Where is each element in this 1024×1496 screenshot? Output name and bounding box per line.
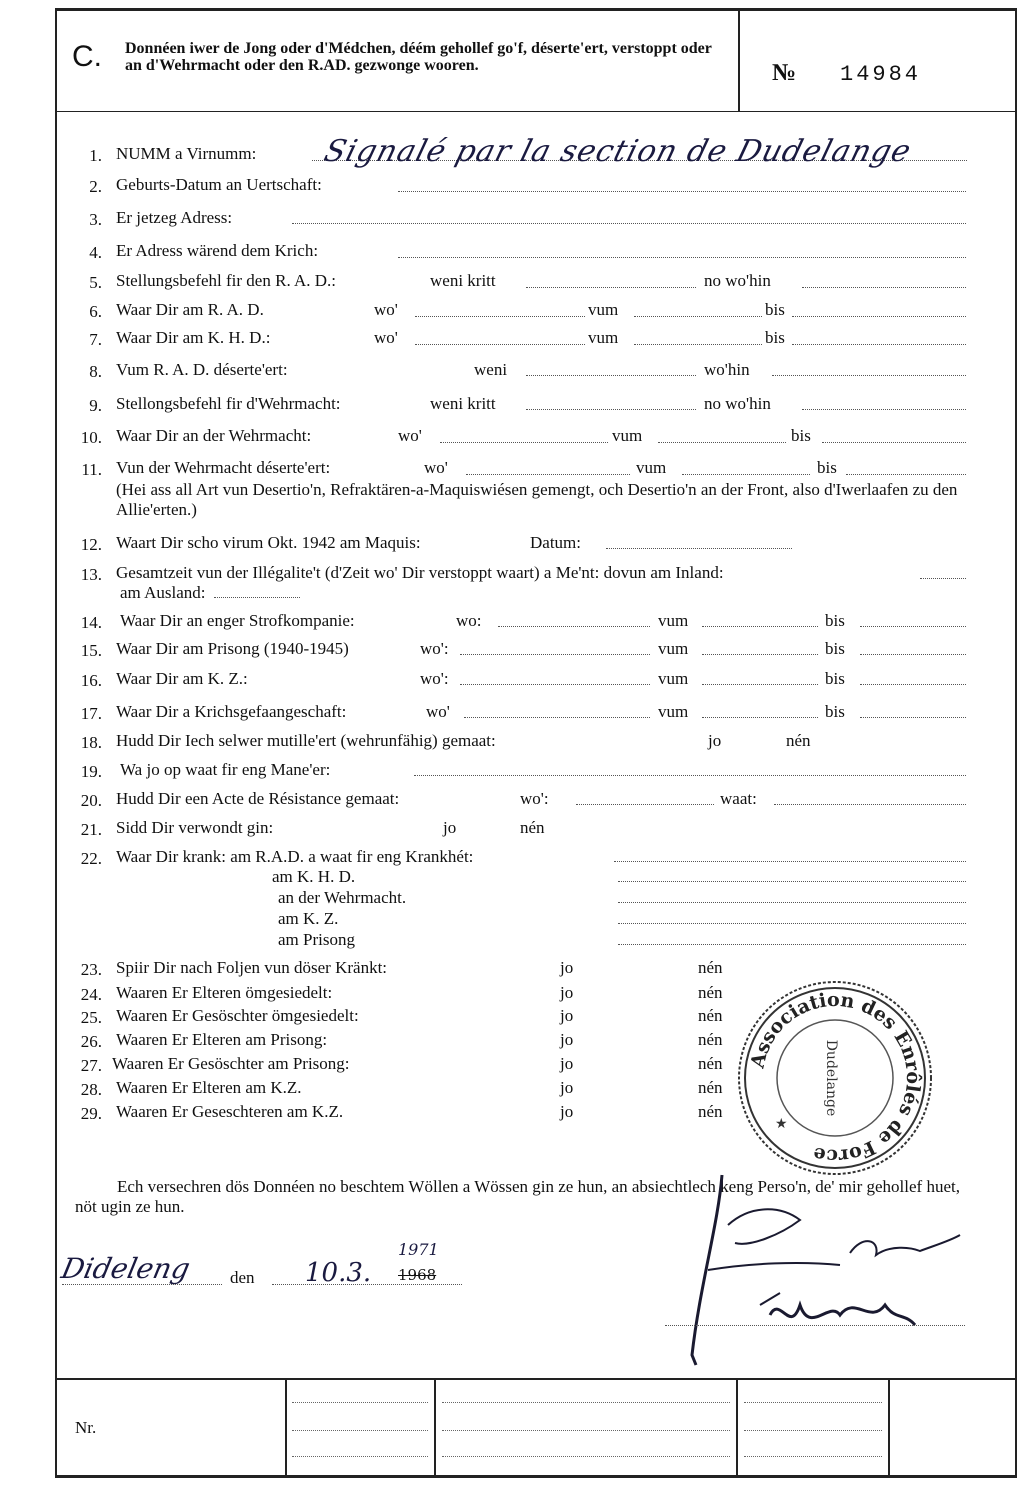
answer-line[interactable]: [860, 654, 966, 655]
option-yes[interactable]: jo: [560, 1102, 574, 1121]
row-label: Waaren Er Gesöschter ömgesiedelt:: [116, 1006, 359, 1025]
option-yes[interactable]: jo: [560, 1030, 574, 1049]
row-number: 2.: [89, 177, 102, 196]
field-label: no wo'hin: [704, 271, 771, 290]
row-number: 13.: [80, 565, 102, 584]
answer-line[interactable]: [772, 375, 966, 376]
option-no[interactable]: nén: [520, 818, 545, 837]
field-label: vum: [658, 611, 689, 630]
handwritten-name: Signalé par la section de Dudelange: [320, 134, 916, 169]
row-label: Stellongsbefehl fir d'Wehrmacht:: [116, 394, 341, 413]
row-number: 16.: [80, 671, 102, 690]
seal-inner-text: Dudelange: [823, 1039, 839, 1117]
field-label: wo': [426, 702, 450, 721]
option-yes[interactable]: jo: [560, 983, 574, 1002]
answer-line[interactable]: [702, 626, 818, 627]
answer-line[interactable]: [526, 375, 696, 376]
form-number: 14984: [840, 62, 922, 87]
answer-line[interactable]: [702, 654, 818, 655]
row-number: 7.: [89, 330, 102, 349]
answer-line[interactable]: [618, 881, 966, 882]
option-yes[interactable]: jo: [560, 1054, 574, 1073]
answer-line[interactable]: [702, 684, 818, 685]
desertion-note: (Hei ass all Art vun Desertio'n, Refraktären-a-Maquiswiésen gemengt, och Desertio'n an der Front, also d'Iwerlaafen zu den Allie'erten.): [116, 480, 958, 519]
footer-column-divider: [888, 1380, 890, 1476]
footer-column-divider: [736, 1380, 738, 1476]
row-number: 1.: [89, 146, 102, 165]
footer-column-divider: [285, 1380, 287, 1476]
answer-line[interactable]: [774, 804, 966, 805]
row-number: 15.: [80, 641, 102, 660]
answer-line[interactable]: [792, 344, 966, 345]
form-title: Donnéen iwer de Jong oder d'Médchen, déém gehollef go'f, déserte'ert, verstoppt oder an d'Wehrmacht oder den R.AD. gezwonge wooren.: [125, 40, 712, 74]
header-divider: [738, 10, 740, 112]
option-yes[interactable]: jo: [560, 1078, 574, 1097]
row-label: Waar Dir am R. A. D.: [116, 300, 264, 319]
option-yes[interactable]: jo: [560, 1006, 574, 1025]
answer-line[interactable]: [440, 442, 608, 443]
handwritten-place: Dideleng: [58, 1252, 193, 1285]
row-label: Vun der Wehrmacht déserte'ert:: [116, 458, 331, 477]
answer-line[interactable]: [415, 316, 585, 317]
row-number: 19.: [80, 762, 102, 781]
field-label: bis: [825, 669, 845, 688]
footer-cell[interactable]: [292, 1456, 428, 1457]
answer-line[interactable]: [614, 861, 966, 862]
option-yes[interactable]: jo: [443, 818, 457, 837]
answer-line[interactable]: [802, 409, 966, 410]
answer-line[interactable]: [634, 344, 762, 345]
answer-line[interactable]: [860, 717, 966, 718]
row-label: Stellungsbefehl fir den R. A. D.:: [116, 271, 337, 290]
option-no[interactable]: nén: [698, 1030, 723, 1049]
answer-line[interactable]: [618, 923, 966, 924]
row-number: 21.: [80, 820, 102, 839]
row-number: 10.: [80, 428, 102, 447]
place-line[interactable]: [62, 1284, 222, 1285]
row-label: Waaren Er Elteren am Prisong:: [116, 1030, 328, 1049]
answer-line[interactable]: [464, 717, 650, 718]
row-number: 6.: [89, 302, 102, 321]
row-label: Waaren Er Geseschteren am K.Z.: [116, 1102, 344, 1121]
row-label: Waar Dir am K. H. D.:: [116, 328, 271, 347]
answer-line[interactable]: [526, 287, 696, 288]
footer-rule: [55, 1378, 1017, 1380]
footer-cell[interactable]: [744, 1456, 882, 1457]
row-number: 24.: [80, 985, 102, 1004]
row-number: 3.: [89, 210, 102, 229]
row-number: 20.: [80, 791, 102, 810]
field-label: wo': [424, 458, 448, 477]
row-label: Waaren Er Gesöschter am Prisong:: [112, 1054, 350, 1073]
answer-line[interactable]: [634, 316, 762, 317]
field-label: vum: [588, 300, 619, 319]
row-label: Waar Dir am Prisong (1940-1945): [116, 639, 349, 658]
answer-line[interactable]: [415, 344, 585, 345]
field-label: wo':: [420, 669, 449, 688]
answer-line[interactable]: [846, 474, 966, 475]
row-label: Waar Dir a Krichsgefaangeschaft:: [116, 702, 347, 721]
row-number: 28.: [80, 1080, 102, 1099]
row-number: 4.: [89, 243, 102, 262]
row-label: Er Adress wärend dem Krich:: [116, 241, 319, 260]
option-yes[interactable]: jo: [708, 731, 722, 750]
row-sublabel: am K. Z.: [278, 909, 339, 928]
footer-cell[interactable]: [442, 1402, 730, 1403]
field-label: vum: [588, 328, 619, 347]
row-sublabel: am Ausland:: [120, 583, 206, 602]
row-label: Waart Dir scho virum Okt. 1942 am Maquis:: [116, 533, 421, 552]
answer-line[interactable]: [466, 474, 630, 475]
row-number: 14.: [80, 613, 102, 632]
answer-line[interactable]: [860, 626, 966, 627]
row-number: 23.: [80, 960, 102, 979]
option-yes[interactable]: jo: [560, 958, 574, 977]
footer-cell[interactable]: [292, 1430, 428, 1431]
field-label: Datum:: [530, 533, 581, 552]
answer-line[interactable]: [576, 804, 714, 805]
footer-column-divider: [434, 1380, 436, 1476]
footer-cell[interactable]: [442, 1456, 730, 1457]
row-label: Waar Dir an der Wehrmacht:: [116, 426, 312, 445]
row-sublabel: an der Wehrmacht.: [278, 888, 407, 907]
answer-line[interactable]: [460, 654, 650, 655]
answer-line[interactable]: [292, 223, 966, 224]
row-label: Waar Dir an enger Strofkompanie:: [120, 611, 355, 630]
row-number: 25.: [80, 1008, 102, 1027]
answer-line[interactable]: [214, 597, 300, 598]
row-number: 12.: [80, 535, 102, 554]
field-label: wo': [374, 300, 398, 319]
field-label: wo'hin: [704, 360, 750, 379]
answer-line[interactable]: [682, 474, 810, 475]
row-number: 11.: [81, 460, 102, 479]
answer-line[interactable]: [606, 548, 792, 549]
field-label: wo:: [456, 611, 482, 630]
row-number: 8.: [89, 362, 102, 381]
field-label: weni: [474, 360, 508, 379]
row-label: Wa jo op waat fir eng Mane'er:: [120, 760, 331, 779]
field-label: bis: [765, 300, 785, 319]
answer-line[interactable]: [860, 684, 966, 685]
row-number: 5.: [89, 273, 102, 292]
row-label: Sidd Dir verwondt gin:: [116, 818, 274, 837]
field-label: waat:: [720, 789, 757, 808]
handwritten-date: 10.3.: [305, 1258, 372, 1288]
answer-line[interactable]: [498, 626, 650, 627]
row-label: Er jetzeg Adress:: [116, 208, 233, 227]
footer-cell[interactable]: [442, 1430, 730, 1431]
option-no[interactable]: nén: [698, 958, 723, 977]
option-no[interactable]: nén: [786, 731, 811, 750]
field-label: weni kritt: [430, 271, 496, 290]
footer-cell[interactable]: [292, 1402, 428, 1403]
answer-line[interactable]: [822, 442, 966, 443]
row-sublabel: am Prisong: [278, 930, 355, 949]
row-label: Hudd Dir een Acte de Résistance gemaat:: [116, 789, 400, 808]
nr-label: Nr.: [75, 1418, 97, 1437]
field-label: wo':: [420, 639, 449, 658]
field-label: bis: [817, 458, 837, 477]
answer-line[interactable]: [414, 775, 966, 776]
answer-line[interactable]: [460, 684, 650, 685]
field-label: vum: [658, 702, 689, 721]
answer-line[interactable]: [702, 717, 818, 718]
signature-line[interactable]: [665, 1325, 965, 1326]
field-label: vum: [658, 639, 689, 658]
row-number: 18.: [80, 733, 102, 752]
field-label: vum: [658, 669, 689, 688]
number-symbol: №: [772, 60, 797, 86]
footer-cell[interactable]: [744, 1402, 882, 1403]
field-label: bis: [825, 639, 845, 658]
field-label: wo': [374, 328, 398, 347]
seal-outer-text: Association des Enrôlés de Force: [746, 988, 925, 1168]
row-label: Hudd Dir Iech selwer mutille'ert (wehrunfähig) gemaat:: [116, 731, 496, 750]
row-number: 22.: [80, 849, 102, 868]
answer-line[interactable]: [618, 944, 966, 945]
option-no[interactable]: nén: [698, 1102, 723, 1121]
row-number: 27.: [80, 1056, 102, 1075]
printed-year-struck: 1968: [398, 1266, 437, 1284]
answer-line[interactable]: [398, 191, 966, 192]
row-label: Gesamtzeit vun der Illégalite't (d'Zeit wo' Dir verstoppt waart) a Me'nt: dovun am Inland:: [116, 563, 724, 582]
den-label: den: [230, 1268, 255, 1287]
row-number: 26.: [80, 1032, 102, 1051]
row-number: 29.: [80, 1104, 102, 1123]
answer-line[interactable]: [526, 409, 696, 410]
section-letter: C.: [72, 40, 102, 73]
row-label: Waaren Er Elteren am K.Z.: [116, 1078, 302, 1097]
answer-line[interactable]: [398, 257, 966, 258]
row-label: Vum R. A. D. déserte'ert:: [116, 360, 288, 379]
row-sublabel: am K. H. D.: [272, 867, 356, 886]
row-number: 17.: [80, 704, 102, 723]
answer-line[interactable]: [792, 316, 966, 317]
field-label: bis: [791, 426, 811, 445]
option-no[interactable]: nén: [698, 1054, 723, 1073]
option-no[interactable]: nén: [698, 1078, 723, 1097]
field-label: vum: [612, 426, 643, 445]
row-label: Waar Dir am K. Z.:: [116, 669, 248, 688]
association-seal-stamp: [735, 978, 935, 1178]
handwritten-year: 1971: [398, 1240, 439, 1259]
field-label: wo':: [520, 789, 549, 808]
header-bottom-rule: [55, 111, 1017, 112]
answer-line[interactable]: [802, 287, 966, 288]
field-label: vum: [636, 458, 667, 477]
row-label: Waaren Er Elteren ömgesiedelt:: [116, 983, 333, 1002]
answer-line[interactable]: [658, 442, 786, 443]
field-label: no wo'hin: [704, 394, 771, 413]
field-label: bis: [765, 328, 785, 347]
row-label: Geburts-Datum an Uertschaft:: [116, 175, 322, 194]
answer-line[interactable]: [618, 902, 966, 903]
row-label: Spiir Dir nach Foljen vun döser Kränkt:: [116, 958, 388, 977]
field-label: bis: [825, 611, 845, 630]
row-number: 9.: [89, 396, 102, 415]
option-no[interactable]: nén: [698, 1006, 723, 1025]
field-label: bis: [825, 702, 845, 721]
row-label: Waar Dir krank: am R.A.D. a waat fir eng Krankhét:: [116, 847, 474, 866]
footer-cell[interactable]: [744, 1430, 882, 1431]
row-label: NUMM a Virnumm:: [116, 144, 257, 163]
answer-line[interactable]: [920, 578, 966, 579]
field-label: weni kritt: [430, 394, 496, 413]
handwritten-signature: [630, 1165, 970, 1405]
field-label: wo': [398, 426, 422, 445]
declaration-text: Ech versechren dös Donnéen no beschtem Wöllen a Wössen gin ze hun, an absiechtlech keng Perso'n, de' mir gehollef huet, nöt ugin ze hun.: [75, 1177, 960, 1216]
seal-star-icon: ★: [775, 1117, 788, 1132]
option-no[interactable]: nén: [698, 983, 723, 1002]
